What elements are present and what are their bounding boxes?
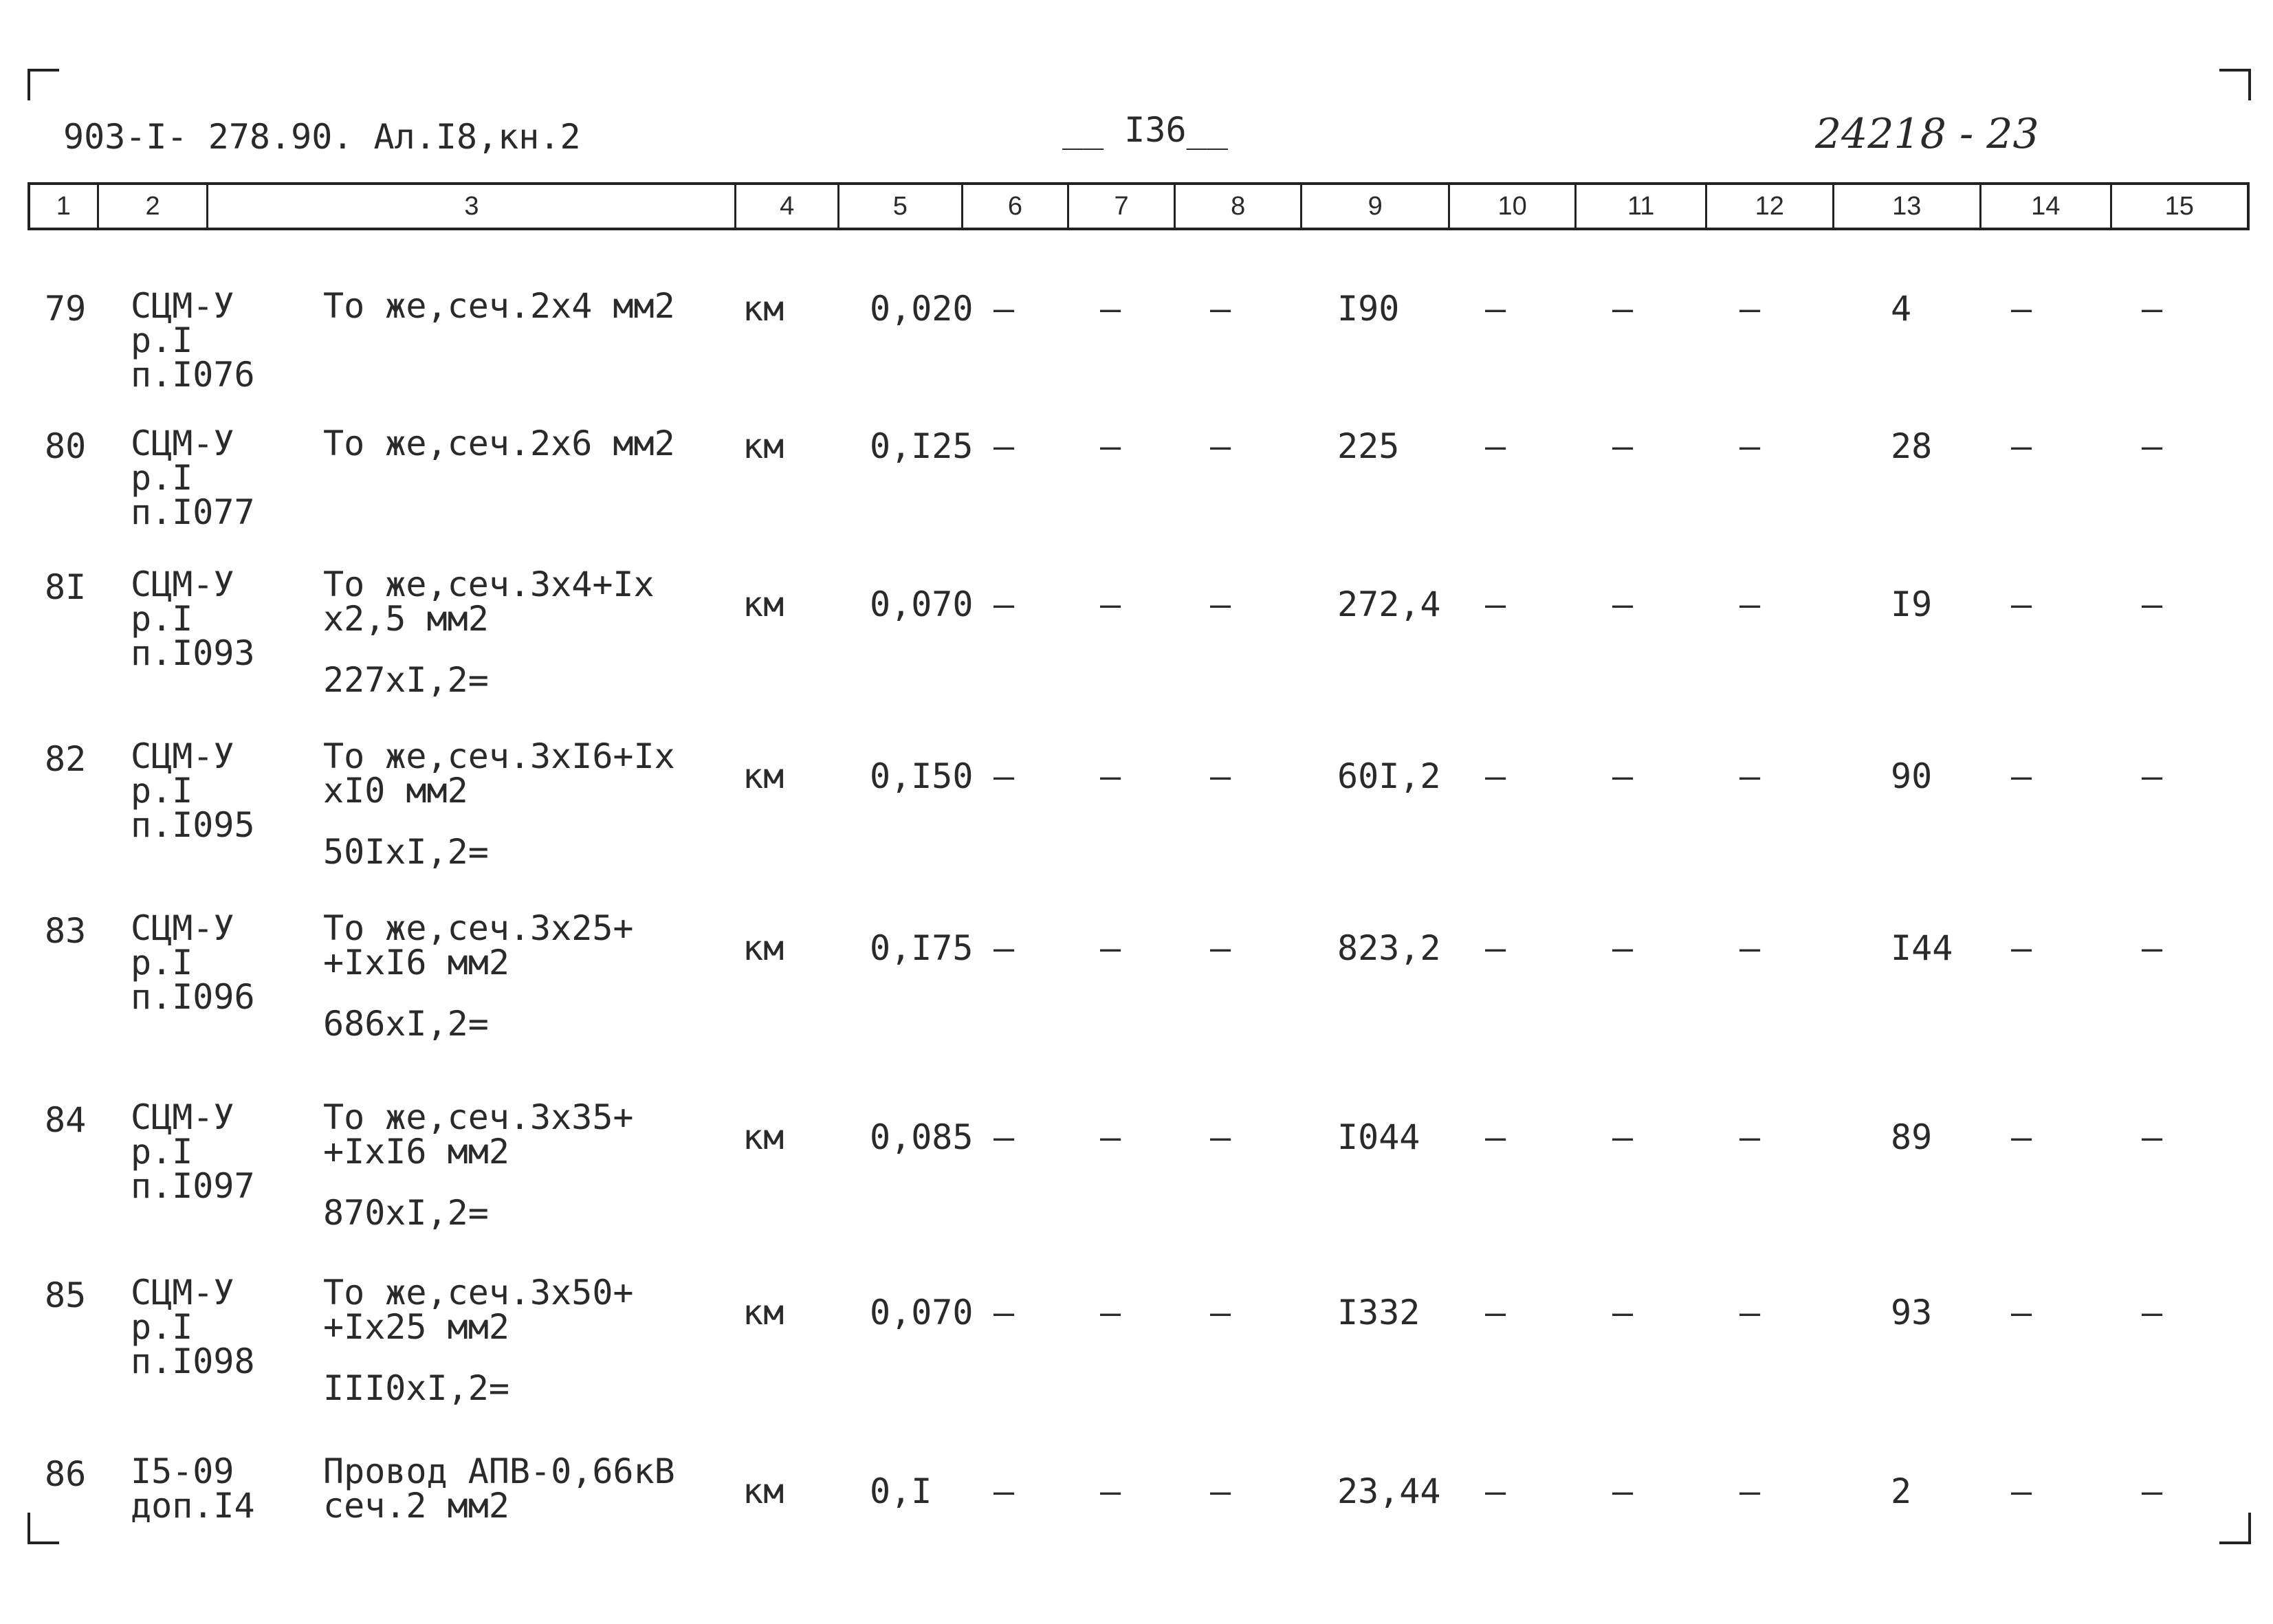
empty-dash: – [2011, 1293, 2032, 1332]
column-header-4: 4 [736, 185, 839, 228]
column-13-value: 4 [1891, 289, 1912, 329]
empty-dash: – [1739, 289, 1761, 329]
empty-dash: – [1210, 928, 1231, 968]
row-number: 84 [45, 1100, 87, 1140]
corner-mark-bottom-left [28, 1513, 59, 1544]
rate-reference: СЦМ-У р.I п.I097 [131, 1097, 255, 1206]
empty-dash: – [1739, 1293, 1761, 1332]
item-description: То же,сеч.3х25+ +IхI6 мм2 [323, 908, 634, 983]
empty-dash: – [1739, 928, 1761, 968]
empty-dash: – [1485, 756, 1506, 796]
unit: км [743, 289, 784, 329]
rate-reference: I5-09 доп.I4 [131, 1451, 255, 1526]
empty-dash: – [993, 426, 1015, 466]
empty-dash: – [1612, 756, 1634, 796]
unit-cost: 60I,2 [1337, 756, 1441, 796]
empty-dash: – [2142, 928, 2163, 968]
column-header-6: 6 [963, 185, 1070, 228]
column-header-8: 8 [1176, 185, 1303, 228]
corner-mark-top-left [28, 69, 59, 100]
row-number: 85 [45, 1275, 87, 1315]
unit-cost: I044 [1337, 1117, 1420, 1157]
unit-cost: 23,44 [1337, 1471, 1441, 1511]
item-description: То же,сеч.2х6 мм2 [323, 424, 675, 463]
empty-dash: – [2142, 584, 2163, 624]
empty-dash: – [993, 756, 1015, 796]
column-13-value: 28 [1891, 426, 1933, 466]
unit: км [743, 756, 784, 796]
empty-dash: – [1100, 584, 1121, 624]
item-description: То же,сеч.2х4 мм2 [323, 286, 675, 326]
column-header-1: 1 [30, 185, 99, 228]
unit-cost: 225 [1337, 426, 1400, 466]
column-13-value: I9 [1891, 584, 1933, 624]
empty-dash: – [1612, 289, 1634, 329]
price-calculation: 50IхI,2= [323, 832, 489, 872]
column-13-value: 89 [1891, 1117, 1933, 1157]
column-13-value: 93 [1891, 1293, 1933, 1332]
quantity: 0,070 [870, 1293, 974, 1332]
empty-dash: – [2142, 1471, 2163, 1511]
column-header-12: 12 [1707, 185, 1834, 228]
empty-dash: – [993, 584, 1015, 624]
empty-dash: – [2011, 289, 2032, 329]
empty-dash: – [1485, 584, 1506, 624]
empty-dash: – [2011, 756, 2032, 796]
unit: км [743, 584, 784, 624]
empty-dash: – [1210, 1471, 1231, 1511]
empty-dash: – [1485, 928, 1506, 968]
page-number: __ I36__ [1062, 110, 1228, 150]
empty-dash: – [1612, 584, 1634, 624]
empty-dash: – [1210, 289, 1231, 329]
rate-reference: СЦМ-У р.I п.I077 [131, 424, 255, 532]
empty-dash: – [2142, 756, 2163, 796]
unit: км [743, 1293, 784, 1332]
column-header-13: 13 [1834, 185, 1981, 228]
empty-dash: – [993, 928, 1015, 968]
empty-dash: – [2142, 426, 2163, 466]
unit: км [743, 426, 784, 466]
empty-dash: – [1210, 756, 1231, 796]
empty-dash: – [2011, 1471, 2032, 1511]
document-reference: 903-I- 278.90. Ал.I8,кн.2 [63, 117, 581, 157]
quantity: 0,I50 [870, 756, 974, 796]
empty-dash: – [993, 1471, 1015, 1511]
handwritten-number: 24218 - 23 [1815, 110, 2039, 158]
empty-dash: – [1612, 1293, 1634, 1332]
corner-mark-top-right [2219, 69, 2251, 100]
empty-dash: – [1612, 1471, 1634, 1511]
unit: км [743, 1471, 784, 1511]
rate-reference: СЦМ-У р.I п.I093 [131, 564, 255, 673]
empty-dash: – [2011, 928, 2032, 968]
column-header-9: 9 [1302, 185, 1449, 228]
empty-dash: – [1612, 1117, 1634, 1157]
empty-dash: – [1485, 1293, 1506, 1332]
empty-dash: – [1739, 584, 1761, 624]
unit-cost: 823,2 [1337, 928, 1441, 968]
empty-dash: – [993, 289, 1015, 329]
empty-dash: – [993, 1293, 1015, 1332]
rate-reference: СЦМ-У р.I п.I095 [131, 736, 255, 845]
quantity: 0,I25 [870, 426, 974, 466]
empty-dash: – [1612, 426, 1634, 466]
rate-reference: СЦМ-У р.I п.I076 [131, 286, 255, 395]
item-description: То же,сеч.3х35+ +IхI6 мм2 [323, 1097, 634, 1172]
column-header-row [28, 182, 2250, 230]
quantity: 0,I75 [870, 928, 974, 968]
row-number: 79 [45, 289, 87, 329]
quantity: 0,I [870, 1471, 932, 1511]
empty-dash: – [2011, 1117, 2032, 1157]
price-calculation: III0хI,2= [323, 1368, 509, 1408]
column-header-15: 15 [2164, 191, 2194, 221]
empty-dash: – [1485, 1117, 1506, 1157]
empty-dash: – [2011, 426, 2032, 466]
column-header-11: 11 [1577, 185, 1707, 228]
rate-reference: СЦМ-У р.I п.I096 [131, 908, 255, 1017]
column-header-2: 2 [99, 185, 209, 228]
column-header-14: 14 [1981, 185, 2112, 228]
row-number: 8I [45, 567, 87, 607]
column-header-7: 7 [1069, 185, 1176, 228]
column-13-value: 2 [1891, 1471, 1912, 1511]
empty-dash: – [1739, 1471, 1761, 1511]
row-number: 86 [45, 1454, 87, 1494]
unit-cost: I332 [1337, 1293, 1420, 1332]
empty-dash: – [1100, 928, 1121, 968]
quantity: 0,020 [870, 289, 974, 329]
empty-dash: – [1739, 756, 1761, 796]
empty-dash: – [1210, 1117, 1231, 1157]
unit-cost: 272,4 [1337, 584, 1441, 624]
empty-dash: – [2142, 1117, 2163, 1157]
empty-dash: – [2011, 584, 2032, 624]
corner-mark-bottom-right [2219, 1513, 2251, 1544]
empty-dash: – [2142, 289, 2163, 329]
item-description: То же,сеч.3хI6+Iх хI0 мм2 [323, 736, 675, 811]
empty-dash: – [1739, 426, 1761, 466]
empty-dash: – [1100, 1293, 1121, 1332]
price-calculation: 870хI,2= [323, 1193, 489, 1233]
empty-dash: – [1100, 1471, 1121, 1511]
row-number: 82 [45, 739, 87, 779]
unit: км [743, 928, 784, 968]
quantity: 0,070 [870, 584, 974, 624]
empty-dash: – [1210, 584, 1231, 624]
row-number: 83 [45, 911, 87, 951]
empty-dash: – [1485, 289, 1506, 329]
rate-reference: СЦМ-У р.I п.I098 [131, 1273, 255, 1381]
column-header-10: 10 [1450, 185, 1577, 228]
item-description: Провод АПВ-0,66кВ сеч.2 мм2 [323, 1451, 675, 1526]
column-13-value: 90 [1891, 756, 1933, 796]
item-description: То же,сеч.3х4+Iх х2,5 мм2 [323, 564, 655, 639]
empty-dash: – [993, 1117, 1015, 1157]
row-number: 80 [45, 426, 87, 466]
empty-dash: – [1612, 928, 1634, 968]
column-header-3: 3 [208, 185, 736, 228]
column-header-5: 5 [839, 185, 963, 228]
unit-cost: I90 [1337, 289, 1400, 329]
empty-dash: – [1100, 1117, 1121, 1157]
empty-dash: – [2142, 1293, 2163, 1332]
empty-dash: – [1210, 426, 1231, 466]
empty-dash: – [1100, 756, 1121, 796]
empty-dash: – [1485, 426, 1506, 466]
item-description: То же,сеч.3х50+ +Iх25 мм2 [323, 1273, 634, 1347]
unit: км [743, 1117, 784, 1157]
empty-dash: – [1100, 289, 1121, 329]
empty-dash: – [1100, 426, 1121, 466]
column-13-value: I44 [1891, 928, 1953, 968]
empty-dash: – [1210, 1293, 1231, 1332]
quantity: 0,085 [870, 1117, 974, 1157]
price-calculation: 686хI,2= [323, 1004, 489, 1044]
empty-dash: – [1485, 1471, 1506, 1511]
empty-dash: – [1739, 1117, 1761, 1157]
price-calculation: 227хI,2= [323, 660, 489, 700]
